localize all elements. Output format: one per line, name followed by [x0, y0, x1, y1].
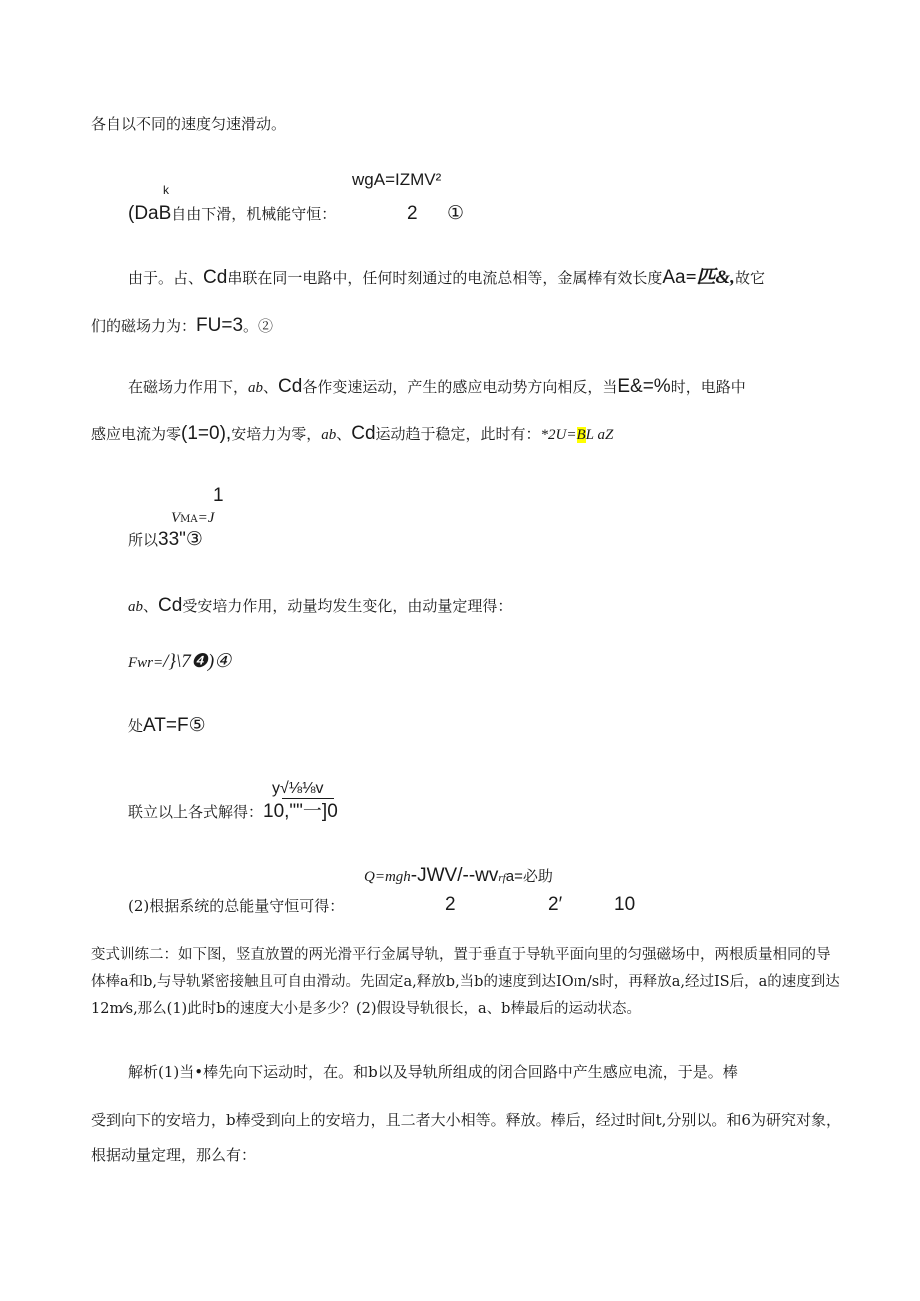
formula-symbol: ab [321, 427, 337, 443]
text-line: 根据动量定理，那么有： [91, 1146, 257, 1164]
text-fragment: 串联在同一电路中，任何时刻通过的电流总相等，金属棒有效长度 [227, 269, 663, 287]
text-line [128, 596, 512, 617]
text-line: (2)根据系统的总能量守恒可得： [128, 897, 345, 915]
text-fragment: 运动趋于稳定，此时有： [375, 425, 541, 443]
text-fragment: 在磁场力作用下， [128, 378, 249, 396]
text-line [128, 204, 336, 224]
subscript: I [573, 978, 578, 989]
formula-symbol: Aa [662, 267, 686, 288]
text-fragment: 各作变速运动，产生的感应电动势方向相反，当 [302, 378, 618, 396]
formula-fragment: FU=3 [196, 315, 244, 336]
text-fragment: 联立以上各式解得： [128, 803, 264, 821]
formula-symbol: ab [128, 599, 143, 615]
text-line [128, 530, 203, 550]
text-fragment: 自由下滑，机械能守恒： [171, 205, 337, 223]
formula-fragment: =J [197, 510, 215, 526]
text-line [128, 802, 338, 822]
text-line: 受到向下的安培力，b棒受到向上的安培力，且二者大小相等。释放。棒后，经过时间t,分别以。和6为研究对象， [91, 1111, 841, 1129]
formula-fragment: =匹&, [685, 267, 735, 288]
text-line [128, 377, 746, 398]
formula-symbol: Cd [158, 595, 183, 616]
formula-energy-conservation [364, 866, 553, 888]
formula-label: (DaB [128, 203, 172, 224]
text-fragment: 时，电路中 [670, 378, 746, 396]
text-line: 12m⁄s,那么(1)此时b的速度大小是多少？(2)假设导轨很长，a、b棒最后的运动状态。 [91, 1001, 641, 1017]
formula-fragment: 10,""一]0 [263, 801, 338, 822]
text-line: 各自以不同的速度匀速滑动。 [91, 115, 287, 133]
text-line: 变式训练二：如下图，竖直放置的两光滑平行金属导轨，置于垂直于导轨平面向里的匀强磁场中，两根质量相同的导 [91, 947, 831, 963]
text-fragment: 体棒a和b,与导轨紧密接触且可自由滑动。先固定a,释放b,当b的速度到达IO [91, 974, 574, 990]
formula-fragment: 必助 [522, 867, 553, 885]
fraction-bar [282, 798, 334, 799]
text-fragment: 安培力为零， [231, 425, 322, 443]
text-line [128, 268, 765, 288]
equation-number: 。② [243, 317, 274, 335]
formula-denominator: 10 [614, 894, 636, 915]
text-fragment: 、 [263, 378, 279, 396]
formula-line [128, 716, 206, 736]
formula-symbol: Cd [278, 376, 303, 397]
formula-symbol: Cd [351, 423, 376, 444]
highlighted-symbol: B [576, 427, 586, 443]
formula-numerator: y√⅛⅛v [272, 780, 324, 797]
text-line [91, 972, 840, 994]
text-fragment: 由于。占、 [128, 269, 204, 287]
formula-fragment: AT=F⑤ [143, 715, 206, 736]
formula-fragment: (1=0), [181, 423, 232, 444]
text-fragment: 感应电流为零 [91, 425, 182, 443]
formula-fragment: a= [505, 868, 523, 885]
formula-subscript: MA [180, 514, 198, 525]
text-line: 解析(1)当•棒先向下运动时，在。和b以及导轨所组成的闭合回路中产生感应电流，于是。棒 [128, 1063, 738, 1081]
formula-denominator: 2 [407, 203, 418, 224]
formula-numerator: 1 [213, 485, 224, 506]
formula-fragment: /}\7❹)④ [163, 651, 232, 672]
text-fragment: 处 [128, 717, 144, 735]
formula-energy: wgA=IZMV² [352, 170, 442, 189]
equation-number: ① [447, 203, 465, 224]
formula-fragment: E&=% [617, 376, 671, 397]
text-fragment: 所以 [128, 531, 159, 549]
formula-fragment: Q=mgh [364, 869, 411, 885]
formula-superscript: k [163, 183, 169, 197]
formula-fragment: *2U= [540, 427, 577, 443]
formula-symbol: Cd [203, 267, 228, 288]
formula-denominator: 2 [445, 894, 456, 915]
text-fragment: 、 [143, 597, 159, 615]
text-line [91, 424, 613, 445]
text-fragment: 受安培力作用，动量均发生变化，由动量定理得： [182, 597, 513, 615]
text-fragment: 、 [336, 425, 352, 443]
formula-fragment: 33"③ [158, 529, 203, 550]
formula-fragment: L aZ [585, 427, 614, 443]
formula-fragment: -JWV/--wv [410, 865, 499, 886]
formula-vma [171, 507, 214, 530]
formula-line [128, 652, 231, 673]
formula-denominator: 2′ [548, 894, 563, 915]
formula-fragment: Fwr= [128, 655, 164, 671]
text-fragment: 故它 [734, 269, 765, 287]
formula-symbol: V [171, 510, 181, 526]
text-fragment: 们的磁场力为： [91, 317, 197, 335]
text-line [91, 316, 273, 336]
formula-subscript: rf [498, 872, 506, 884]
formula-symbol: ab [248, 380, 264, 396]
text-fragment: n/s时，再释放a,经过IS后，a的速度到达 [577, 974, 840, 990]
